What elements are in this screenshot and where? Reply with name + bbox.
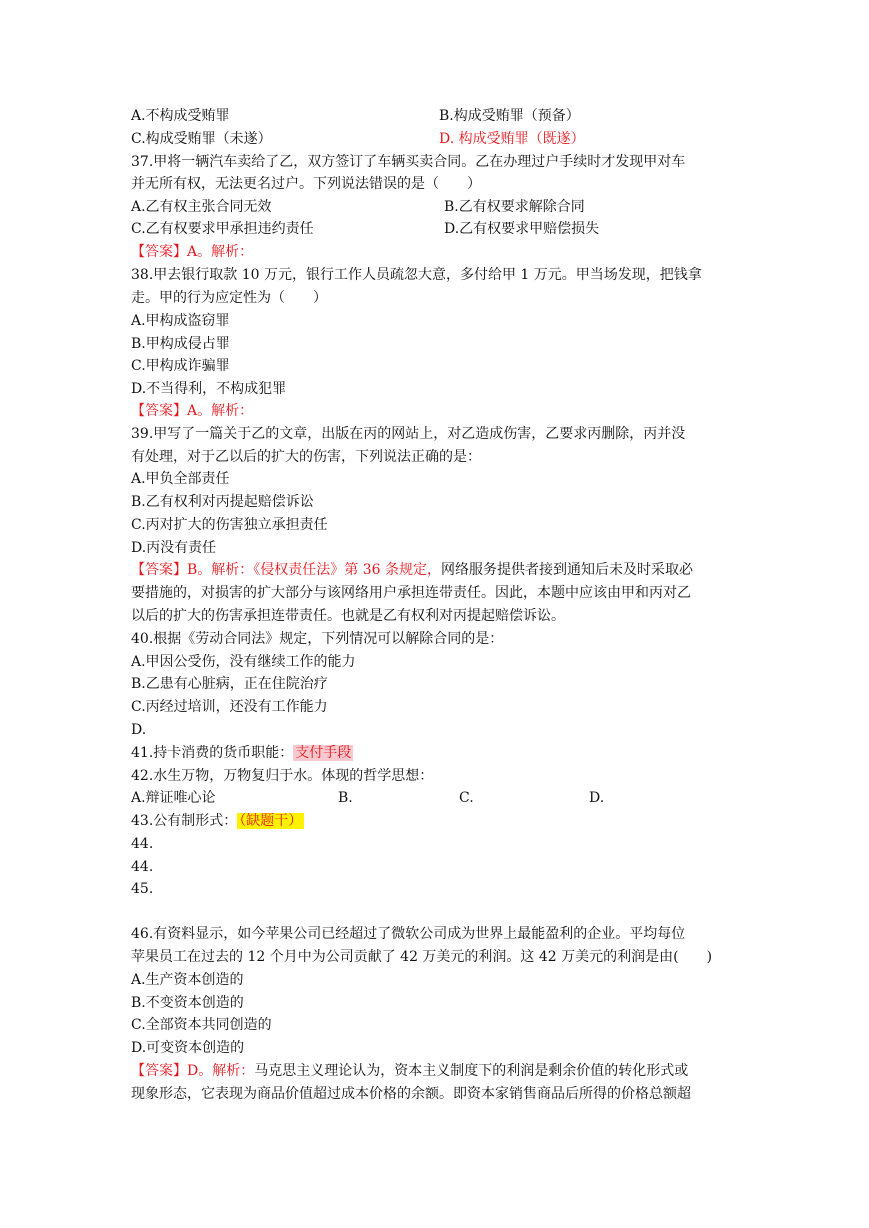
- q42-stem: 42.水生万物，万物复归于水。体现的哲学思想：: [131, 768, 434, 784]
- q46-stem-line1: 46.有资料显示，如今苹果公司已经超过了微软公司成为世界上最能盈利的企业。平均每位: [131, 926, 686, 942]
- q38-option-a: A.甲构成盗窃罪: [131, 313, 230, 329]
- q37-option-b: B.乙有权要求解除合同: [444, 199, 585, 215]
- q46-answer-line2: 现象形态，它表现为商品价值超过成本价格的余额。即资本家销售商品后所得的价格总额超: [131, 1086, 691, 1102]
- q40-option-c: C.丙经过培训，还没有工作能力: [131, 699, 328, 715]
- q39-option-c: C.丙对扩大的伤害独立承担责任: [131, 517, 328, 533]
- q38-stem-line2: 走。甲的行为应定性为（ ）: [131, 290, 327, 306]
- q44-number-repeat: 44.: [131, 859, 154, 875]
- q40-option-d: D.: [131, 722, 147, 738]
- q46-answer-label: 【答案】D。解析：: [131, 1063, 255, 1079]
- q39-option-d: D.丙没有责任: [131, 540, 217, 556]
- q38-option-b: B.甲构成侵占罪: [131, 336, 230, 352]
- q46-stem-line2: 苹果员工在过去的 12 个月中为公司贡献了 42 万美元的利润。这 42 万美元的利润是由( ): [131, 949, 713, 965]
- q39-option-b: B.乙有权利对丙提起赔偿诉讼: [131, 494, 314, 510]
- q39-answer-line1: [131, 559, 693, 581]
- q39-answer-label: 【答案】B。解析：《侵权责任法》第 36 条规定，: [131, 562, 442, 578]
- q41-answer-highlight: 支付手段: [295, 745, 352, 761]
- q37-answer: 【答案】A。解析：: [131, 244, 254, 260]
- q42-option-c: C.: [459, 790, 474, 806]
- q38-stem-line1: 38.甲去银行取款 10 万元，银行工作人员疏忽大意，多付给甲 1 万元。甲当场发现，把钱拿: [131, 267, 702, 283]
- q38-option-c: C.甲构成诈骗罪: [131, 358, 230, 374]
- q38-answer: 【答案】A。解析：: [131, 403, 254, 419]
- q36-option-a: A.不构成受贿罪: [131, 108, 230, 124]
- q39-answer-text: 网络服务提供者接到通知后未及时采取必: [441, 562, 694, 578]
- q45-number: 45.: [131, 881, 154, 897]
- q38-option-d: D.不当得利，不构成犯罪: [131, 381, 287, 397]
- q43-missing-note: （缺题干）: [239, 813, 303, 829]
- q40-option-b: B.乙患有心脏病，正在住院治疗: [131, 676, 328, 692]
- q41-line: [131, 742, 353, 764]
- q41-stem: 41.持卡消费的货币职能：: [131, 745, 294, 761]
- q39-answer-line3: 以后的扩大的伤害承担连带责任。也就是乙有权利对丙提起赔偿诉讼。: [131, 608, 565, 624]
- q37-option-a: A.乙有权主张合同无效: [131, 199, 272, 215]
- q46-option-b: B.不变资本创造的: [131, 995, 244, 1011]
- q43-stem: 43.公有制形式：: [131, 813, 238, 829]
- q46-option-a: A.生产资本创造的: [131, 972, 244, 988]
- q42-option-d: D.: [589, 790, 605, 806]
- q43-line: [131, 810, 304, 832]
- q42-option-b: B.: [338, 790, 353, 806]
- q44-number: 44.: [131, 836, 154, 852]
- q39-option-a: A.甲负全部责任: [131, 471, 230, 487]
- q36-option-d: D. 构成受贿罪（既遂）: [439, 131, 585, 147]
- q40-stem: 40.根据《劳动合同法》规定，下列情况可以解除合同的是：: [131, 631, 504, 647]
- q46-option-d: D.可变资本创造的: [131, 1040, 245, 1056]
- q46-answer-line1: [131, 1060, 688, 1082]
- q36-option-c: C.构成受贿罪（未遂）: [131, 131, 272, 147]
- q37-option-d: D.乙有权要求甲赔偿损失: [444, 221, 600, 237]
- q42-option-a: A.辩证唯心论: [131, 790, 216, 806]
- q39-stem-line2: 有处理，对于乙以后的扩大的伤害，下列说法正确的是：: [131, 449, 481, 465]
- q36-option-b: B.构成受贿罪（预备）: [439, 108, 580, 124]
- q46-answer-text: 马克思主义理论认为，资本主义制度下的利润是剩余价值的转化形式或: [254, 1063, 689, 1079]
- q37-stem-line2: 并无所有权，无法更名过户。下列说法错误的是（ ）: [131, 176, 481, 192]
- q39-stem-line1: 39.甲写了一篇关于乙的文章，出版在丙的网站上，对乙造成伤害，乙要求丙删除，丙并没: [131, 426, 686, 442]
- q37-stem-line1: 37.甲将一辆汽车卖给了乙，双方签订了车辆买卖合同。乙在办理过户手续时才发现甲对车: [131, 154, 686, 170]
- q46-option-c: C.全部资本共同创造的: [131, 1017, 272, 1033]
- q39-answer-line2: 要措施的，对损害的扩大部分与该网络用户承担连带责任。因此，本题中应该由甲和丙对乙: [131, 585, 691, 601]
- q40-option-a: A.甲因公受伤，没有继续工作的能力: [131, 654, 356, 670]
- q37-option-c: C.乙有权要求甲承担违约责任: [131, 221, 314, 237]
